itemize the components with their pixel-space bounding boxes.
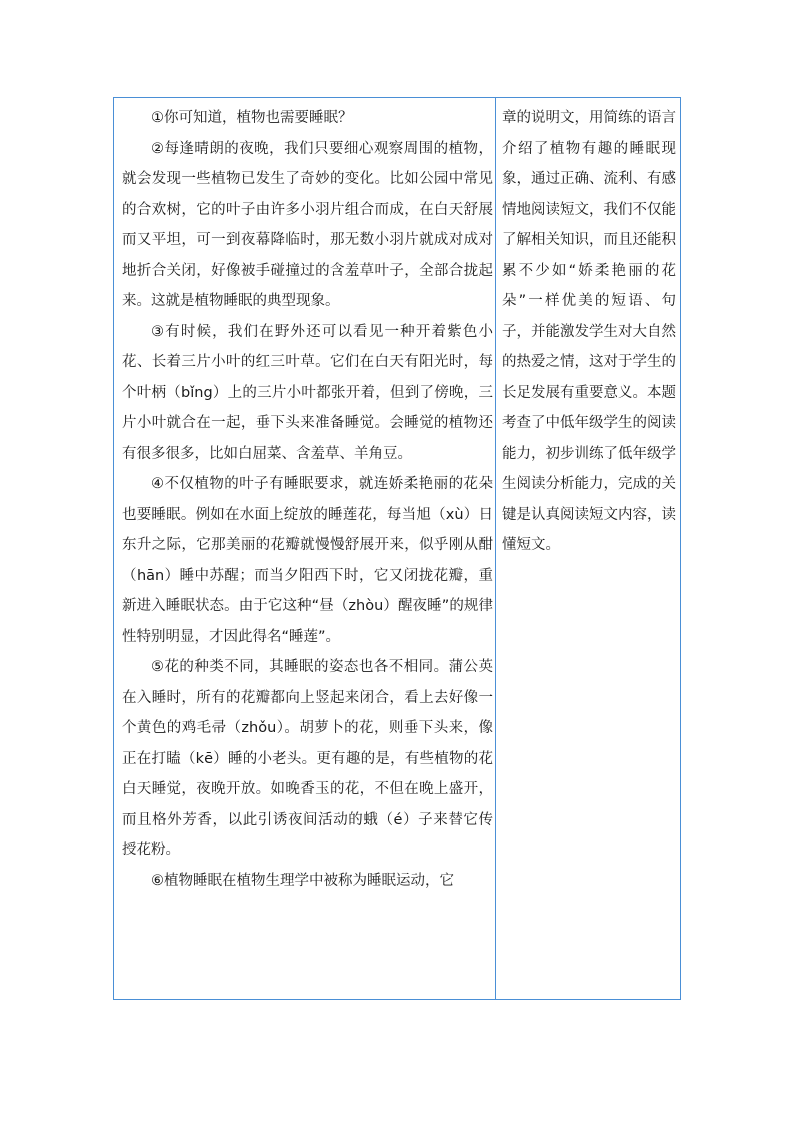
paragraph-6: ⑥植物睡眠在植物生理学中被称为睡眠运动，它 (151, 872, 454, 889)
analysis-cell (502, 103, 676, 561)
column-divider (495, 98, 496, 999)
passage-cell (122, 103, 493, 896)
analysis-text: 章的说明文，用简练的语言介绍了植物有趣的睡眠现象，通过正确、流利、有感情地阅读短文，我们不仅能了解相关知识，而且还能积累不少如“娇柔艳丽的花朵”一样优美的短语、句子，并能激发学生对大自然的热爱之情，这对于学生的长足发展有重要意义。本题考查了中低年级学生的阅读能力，初步训练了低年级学生阅读分析能力，完成的关键是认真阅读短文内容，读懂短文。 (502, 110, 676, 553)
paragraph-3: ③有时候，我们在野外还可以看见一种开着紫色小花、长着三片小叶的红三叶草。它们在白天有阳光时，每个叶柄（bǐng）上的三片小叶都张开着，但到了傍晚，三片小叶就合在一起，垂下头来准备睡觉。会睡觉的植物还有很多很多，比如白屈菜、含羞草、羊角豆。 (122, 323, 493, 462)
paragraph-4: ④不仅植物的叶子有睡眠要求，就连娇柔艳丽的花朵也要睡眠。例如在水面上绽放的睡莲花，每当旭（xù）日东升之际，它那美丽的花瓣就慢慢舒展开来，似乎刚从酣（hān）睡中苏醒；而当夕阳西下时，它又闭拢花瓣，重新进入睡眠状态。由于它这种“昼（zhòu）醒夜睡”的规律性特别明显，才因此得名“睡莲”。 (122, 476, 493, 645)
document-table (113, 97, 681, 1000)
paragraph-2: ②每逢晴朗的夜晚，我们只要细心观察周围的植物，就会发现一些植物已发生了奇妙的变化。比如公园中常见的合欢树，它的叶子由许多小羽片组合而成，在白天舒展而又平坦，可一到夜幕降临时，那无数小羽片就成对成对地折合关闭，好像被手碰撞过的含羞草叶子，全部合拢起来。这就是植物睡眠的典型现象。 (122, 140, 493, 309)
paragraph-5: ⑤花的种类不同，其睡眠的姿态也各不相同。蒲公英在入睡时，所有的花瓣都向上竖起来闭合，看上去好像一个黄色的鸡毛帚（zhǒu）。胡萝卜的花，则垂下头来，像正在打瞌（kē）睡的小老头。更有趣的是，有些植物的花白天睡觉，夜晚开放。如晚香玉的花，不但在晚上盛开，而且格外芳香，以此引诱夜间活动的蛾（é）子来替它传授花粉。 (122, 659, 493, 858)
paragraph-1: ①你可知道，植物也需要睡眠？ (151, 110, 353, 126)
